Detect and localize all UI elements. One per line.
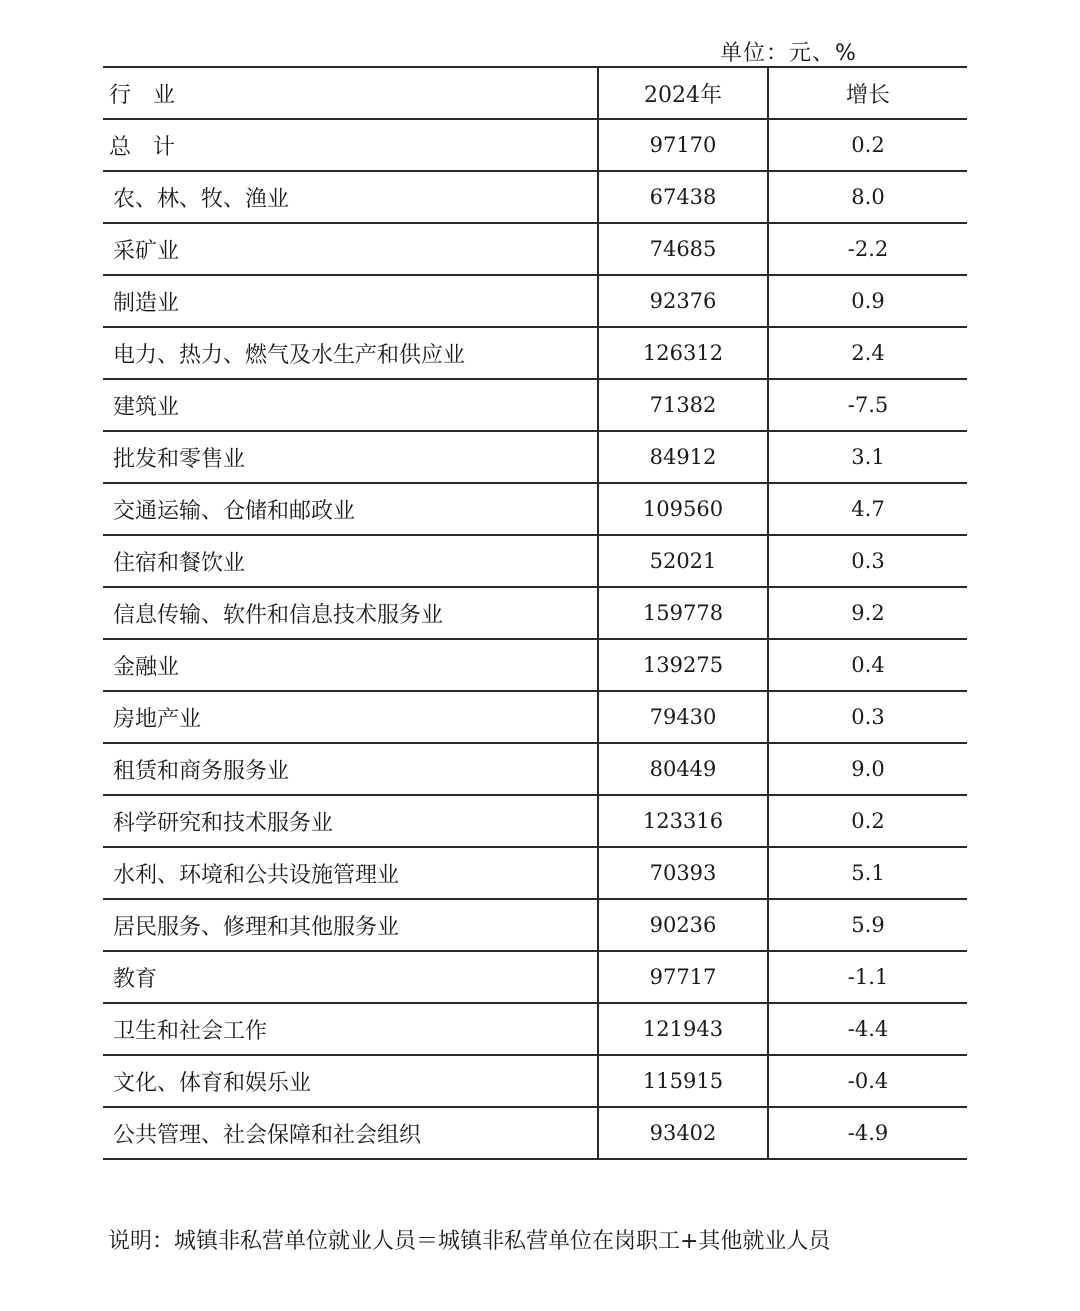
industry-cell: 批发和零售业: [103, 431, 598, 483]
growth-cell: -1.1: [768, 951, 967, 1003]
table-row: [103, 743, 967, 795]
table-row: [103, 1107, 967, 1159]
industry-cell: 水利、环境和公共设施管理业: [103, 847, 598, 899]
industry-cell: 住宿和餐饮业: [103, 535, 598, 587]
header-year: 2024年: [598, 67, 768, 119]
table-row: [103, 535, 967, 587]
total-growth: 0.2: [768, 119, 967, 171]
growth-cell: -0.4: [768, 1055, 967, 1107]
table-row: [103, 431, 967, 483]
table-row: [103, 639, 967, 691]
industry-cell: 制造业: [103, 275, 598, 327]
growth-cell: -4.4: [768, 1003, 967, 1055]
value-cell: 80449: [598, 743, 768, 795]
footnote: 说明：城镇非私营单位就业人员＝城镇非私营单位在岗职工+其他就业人员: [108, 1229, 831, 1254]
growth-cell: 0.3: [768, 691, 967, 743]
growth-cell: 2.4: [768, 327, 967, 379]
industry-cell: 采矿业: [103, 223, 598, 275]
table-row: [103, 223, 967, 275]
table-row: [103, 899, 967, 951]
table-body: [103, 67, 967, 1159]
value-cell: 74685: [598, 223, 768, 275]
header-industry: 行 业: [103, 67, 598, 119]
table-row: [103, 587, 967, 639]
industry-cell: 信息传输、软件和信息技术服务业: [103, 587, 598, 639]
value-cell: 93402: [598, 1107, 768, 1159]
value-cell: 97717: [598, 951, 768, 1003]
industry-cell: 教育: [103, 951, 598, 1003]
industry-cell: 租赁和商务服务业: [103, 743, 598, 795]
growth-cell: -4.9: [768, 1107, 967, 1159]
value-cell: 52021: [598, 535, 768, 587]
table-row: [103, 379, 967, 431]
industry-cell: 卫生和社会工作: [103, 1003, 598, 1055]
growth-cell: 4.7: [768, 483, 967, 535]
growth-cell: 0.4: [768, 639, 967, 691]
total-label: 总 计: [103, 119, 598, 171]
header-growth: 增长: [768, 67, 967, 119]
table-row: [103, 1055, 967, 1107]
table-row: [103, 1003, 967, 1055]
growth-cell: 8.0: [768, 171, 967, 223]
growth-cell: -2.2: [768, 223, 967, 275]
table-row: [103, 275, 967, 327]
table-row: [103, 691, 967, 743]
total-row: [103, 119, 967, 171]
growth-cell: 5.1: [768, 847, 967, 899]
growth-cell: 9.0: [768, 743, 967, 795]
industry-cell: 电力、热力、燃气及水生产和供应业: [103, 327, 598, 379]
value-cell: 115915: [598, 1055, 768, 1107]
industry-cell: 居民服务、修理和其他服务业: [103, 899, 598, 951]
industry-cell: 公共管理、社会保障和社会组织: [103, 1107, 598, 1159]
industry-cell: 金融业: [103, 639, 598, 691]
table-row: [103, 951, 967, 1003]
industry-cell: 房地产业: [103, 691, 598, 743]
value-cell: 90236: [598, 899, 768, 951]
industry-cell: 农、林、牧、渔业: [103, 171, 598, 223]
industry-cell: 科学研究和技术服务业: [103, 795, 598, 847]
value-cell: 79430: [598, 691, 768, 743]
unit-label: 单位：元、%: [720, 41, 857, 66]
value-cell: 159778: [598, 587, 768, 639]
total-value: 97170: [598, 119, 768, 171]
growth-cell: 0.9: [768, 275, 967, 327]
value-cell: 121943: [598, 1003, 768, 1055]
table-row: [103, 327, 967, 379]
industry-cell: 交通运输、仓储和邮政业: [103, 483, 598, 535]
value-cell: 139275: [598, 639, 768, 691]
value-cell: 67438: [598, 171, 768, 223]
value-cell: 92376: [598, 275, 768, 327]
industry-cell: 建筑业: [103, 379, 598, 431]
value-cell: 126312: [598, 327, 768, 379]
table-row: [103, 483, 967, 535]
value-cell: 123316: [598, 795, 768, 847]
growth-cell: -7.5: [768, 379, 967, 431]
wage-table: [103, 66, 967, 1160]
growth-cell: 3.1: [768, 431, 967, 483]
growth-cell: 0.2: [768, 795, 967, 847]
table-row: [103, 795, 967, 847]
growth-cell: 0.3: [768, 535, 967, 587]
growth-cell: 5.9: [768, 899, 967, 951]
table-row: [103, 171, 967, 223]
table-row: [103, 847, 967, 899]
value-cell: 70393: [598, 847, 768, 899]
growth-cell: 9.2: [768, 587, 967, 639]
value-cell: 84912: [598, 431, 768, 483]
industry-cell: 文化、体育和娱乐业: [103, 1055, 598, 1107]
value-cell: 109560: [598, 483, 768, 535]
value-cell: 71382: [598, 379, 768, 431]
table-header-row: [103, 67, 967, 119]
